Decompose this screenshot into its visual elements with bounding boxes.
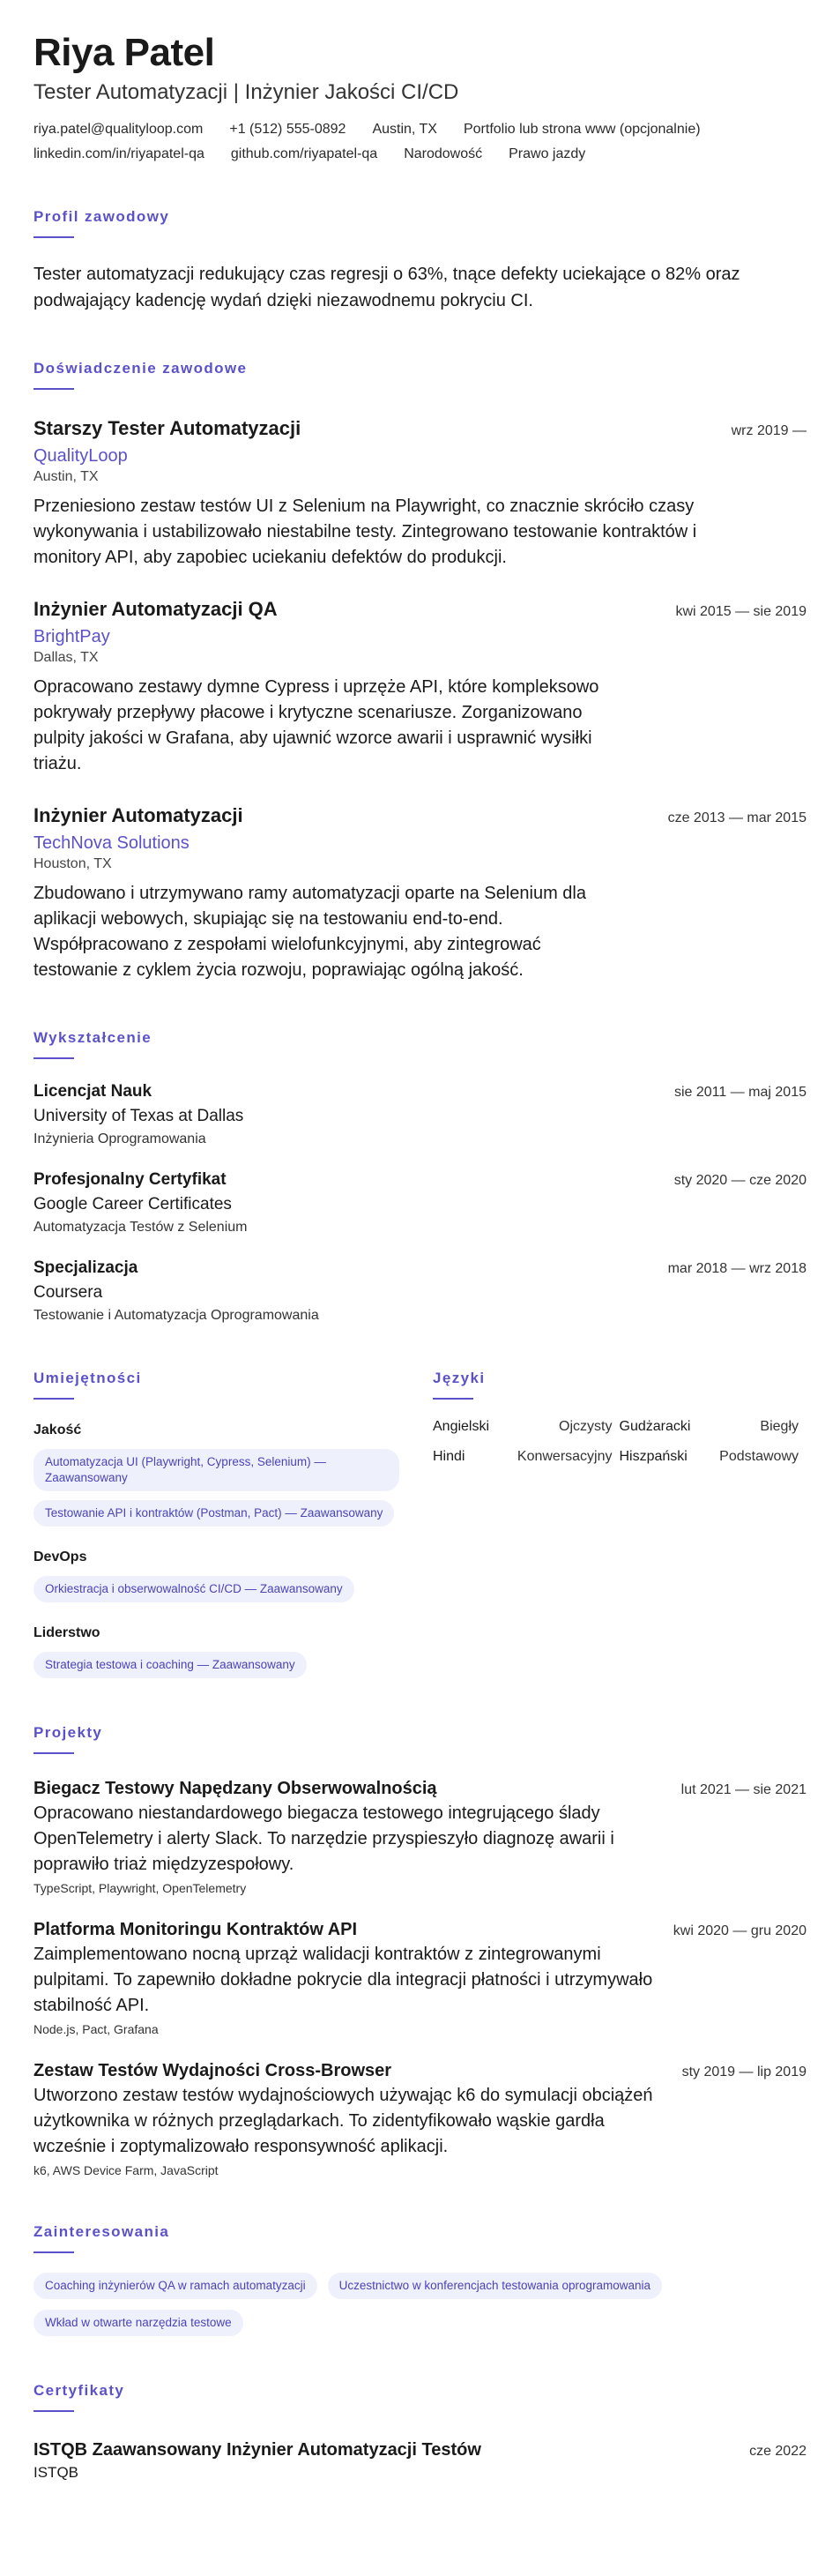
contact-linkedin[interactable]: linkedin.com/in/riyapatel-qa	[33, 146, 204, 161]
education-degree: Specjalizacja	[33, 1258, 138, 1277]
project-entry	[33, 1920, 807, 2036]
experience-section	[33, 360, 807, 983]
job-company: BrightPay	[33, 627, 110, 646]
skills-languages-row	[33, 1370, 807, 1678]
contact-phone[interactable]: +1 (512) 555-0892	[229, 122, 346, 137]
job-location: Houston, TX	[33, 856, 112, 871]
contact-list	[33, 122, 800, 162]
job-location: Austin, TX	[33, 469, 99, 484]
language-item	[433, 1419, 613, 1435]
project-tech: k6, AWS Device Farm, JavaScript	[33, 2163, 219, 2177]
certificate-name: ISTQB Zaawansowany Inżynier Automatyzacji Testów	[33, 2440, 481, 2460]
education-date: sie 2011 — maj 2015	[673, 1085, 807, 1100]
job-title: Starszy Tester Automatyzacji	[33, 417, 301, 439]
language-name: Angielski	[433, 1419, 490, 1434]
project-date: lut 2021 — sie 2021	[680, 1782, 807, 1797]
certificate-date: cze 2022	[749, 2444, 807, 2459]
education-field: Testowanie i Automatyzacja Oprogramowania	[33, 1308, 319, 1323]
job-location: Dallas, TX	[33, 650, 99, 665]
candidate-name: Riya Patel	[33, 31, 215, 74]
education-degree: Licencjat Nauk	[33, 1082, 152, 1101]
certificates-section	[33, 2382, 807, 2482]
skill-group-name: Jakość	[33, 1422, 82, 1437]
job-entry	[33, 416, 807, 571]
section-title: Wykształcenie	[33, 1029, 152, 1046]
skill-tag: Testowanie API i kontraktów (Postman, Pact) — Zaawansowany	[33, 1500, 394, 1527]
skill-group	[33, 1549, 399, 1602]
project-title: Platforma Monitoringu Kontraktów API	[33, 1920, 358, 1939]
section-divider	[33, 2410, 74, 2412]
skill-tag: Automatyzacja UI (Playwright, Cypress, Selenium) — Zaawansowany	[33, 1449, 399, 1491]
section-divider	[33, 388, 74, 390]
education-school: Google Career Certificates	[33, 1195, 232, 1213]
certificate-issuer: ISTQB	[33, 2464, 79, 2481]
job-title: Inżynier Automatyzacji	[33, 804, 243, 826]
job-company: QualityLoop	[33, 446, 128, 466]
project-tech: Node.js, Pact, Grafana	[33, 2022, 159, 2036]
contact-driving-license: Prawo jazdy	[509, 146, 586, 161]
language-list	[433, 1419, 799, 1465]
job-description: Opracowano zestawy dymne Cypress i uprzęże API, które kompleksowo pokrywały przepływy płacowe i krytyczne scenariusze. Zorganizowano pulpity jakości w Grafana, aby ujawnić wzorce awarii i usprawnić wysiłki triażu.	[33, 677, 599, 773]
language-item	[433, 1449, 613, 1465]
project-description: Utworzono zestaw testów wydajnościowych używając k6 do symulacji obciążeń użytkownika w różnych przeglądarkach. To zidentyfikowało wąskie gardła wcześnie i zoptymalizowało responsywność aplikacji.	[33, 2086, 653, 2156]
language-level: Podstawowy	[719, 1449, 799, 1464]
project-tech: TypeScript, Playwright, OpenTelemetry	[33, 1881, 247, 1895]
profile-section	[33, 208, 807, 314]
section-title: Umiejętności	[33, 1370, 142, 1386]
education-school: University of Texas at Dallas	[33, 1107, 244, 1125]
job-description: Zbudowano i utrzymywano ramy automatyzacji oparte na Selenium dla aplikacji webowych, skupiając się na testowaniu end-to-end. Współpracowano z zespołami wielofunkcyjnymi, aby zintegrować testowanie z cyklem życia rozwoju, poprawiając ogólną jakość.	[33, 884, 586, 980]
project-entry	[33, 2061, 807, 2177]
section-title: Języki	[433, 1370, 486, 1386]
contact-email[interactable]: riya.patel@qualityloop.com	[33, 122, 204, 137]
interest-tag: Coaching inżynierów QA w ramach automatyzacji	[33, 2273, 317, 2299]
language-name: Hindi	[433, 1449, 465, 1464]
language-level: Ojczysty	[559, 1419, 613, 1434]
section-title: Certyfikaty	[33, 2382, 125, 2399]
section-divider	[433, 1398, 473, 1400]
skill-tag: Orkiestracja i obserwowalność CI/CD — Zaawansowany	[33, 1576, 354, 1602]
job-date: kwi 2015 — sie 2019	[675, 604, 807, 619]
project-title: Zestaw Testów Wydajności Cross-Browser	[33, 2061, 392, 2080]
education-date: sty 2020 — cze 2020	[673, 1173, 807, 1188]
section-title: Profil zawodowy	[33, 208, 170, 225]
language-item	[620, 1449, 799, 1465]
job-company: TechNova Solutions	[33, 833, 190, 853]
interest-tags	[33, 2273, 792, 2336]
candidate-headline: Tester Automatyzacji | Inżynier Jakości CI/CD	[33, 80, 459, 104]
profile-summary: Tester automatyzacji redukujący czas regresji o 63%, tnące defekty uciekające o 82% oraz podwajający kadencję wydań dzięki niezawodnemu pokryciu CI.	[33, 265, 740, 310]
skill-group-name: Liderstwo	[33, 1625, 100, 1640]
interest-tag: Wkład w otwarte narzędzia testowe	[33, 2310, 243, 2336]
languages-section	[433, 1370, 799, 1678]
interests-section	[33, 2223, 807, 2336]
project-description: Zaimplementowano nocną uprząż walidacji kontraktów z zintegrowanymi pulpitami. To zapewniło dokładne pokrycie dla integracji płatności i utrzymywało stabilność API.	[33, 1945, 653, 2015]
education-field: Automatyzacja Testów z Selenium	[33, 1220, 248, 1235]
education-section	[33, 1029, 807, 1324]
education-field: Inżynieria Oprogramowania	[33, 1131, 206, 1146]
project-date: kwi 2020 — gru 2020	[673, 1923, 807, 1938]
education-school: Coursera	[33, 1283, 103, 1302]
section-title: Projekty	[33, 1724, 103, 1741]
education-entry	[33, 1082, 807, 1147]
job-date: wrz 2019 —	[731, 423, 807, 438]
contact-location: Austin, TX	[372, 122, 437, 137]
interest-tag: Uczestnictwo w konferencjach testowania oprogramowania	[328, 2273, 662, 2299]
section-divider	[33, 236, 74, 238]
job-description: Przeniesiono zestaw testów UI z Selenium na Playwright, co znacznie skróciło czasy wykonywania i ustabilizowało niestabilne testy. Zintegrowano testowanie kontraktów i monitory API, aby zapobiec uciekaniu defektów do produkcji.	[33, 497, 697, 567]
section-divider	[33, 2251, 74, 2253]
certificate-entry	[33, 2440, 807, 2482]
project-title: Biegacz Testowy Napędzany Obserwowalnością	[33, 1779, 437, 1798]
education-entry	[33, 1258, 807, 1324]
job-date: cze 2013 — mar 2015	[667, 810, 807, 825]
skill-group-name: DevOps	[33, 1549, 87, 1564]
contact-github[interactable]: github.com/riyapatel-qa	[230, 146, 378, 161]
projects-section	[33, 1724, 807, 2177]
education-date: mar 2018 — wrz 2018	[667, 1261, 807, 1276]
education-entry	[33, 1170, 807, 1236]
job-title: Inżynier Automatyzacji QA	[33, 598, 278, 620]
language-name: Gudżaracki	[619, 1419, 691, 1434]
skills-section	[33, 1370, 399, 1678]
skill-group	[33, 1625, 399, 1678]
section-divider	[33, 1398, 74, 1400]
section-divider	[33, 1057, 74, 1059]
contact-nationality: Narodowość	[404, 146, 483, 161]
language-level: Konwersacyjny	[517, 1449, 613, 1464]
language-level: Biegły	[760, 1419, 799, 1434]
project-date: sty 2019 — lip 2019	[681, 2065, 807, 2079]
job-entry	[33, 803, 807, 983]
skill-tag: Strategia testowa i coaching — Zaawansowany	[33, 1652, 307, 1678]
job-entry	[33, 597, 807, 777]
section-divider	[33, 1752, 74, 1754]
language-item	[620, 1419, 799, 1435]
resume-header	[33, 30, 807, 162]
section-title: Zainteresowania	[33, 2223, 170, 2240]
project-entry	[33, 1779, 807, 1895]
education-degree: Profesjonalny Certyfikat	[33, 1170, 227, 1189]
section-title: Doświadczenie zawodowe	[33, 360, 248, 377]
skill-group	[33, 1422, 399, 1527]
contact-portfolio[interactable]: Portfolio lub strona www (opcjonalnie)	[463, 122, 701, 137]
language-name: Hiszpański	[619, 1449, 688, 1464]
project-description: Opracowano niestandardowego biegacza testowego integrującego ślady OpenTelemetry i alerty Slack. To narzędzie przyspieszyło diagnozę awarii i poprawiło triaż międzyzespołowy.	[33, 1803, 614, 1874]
